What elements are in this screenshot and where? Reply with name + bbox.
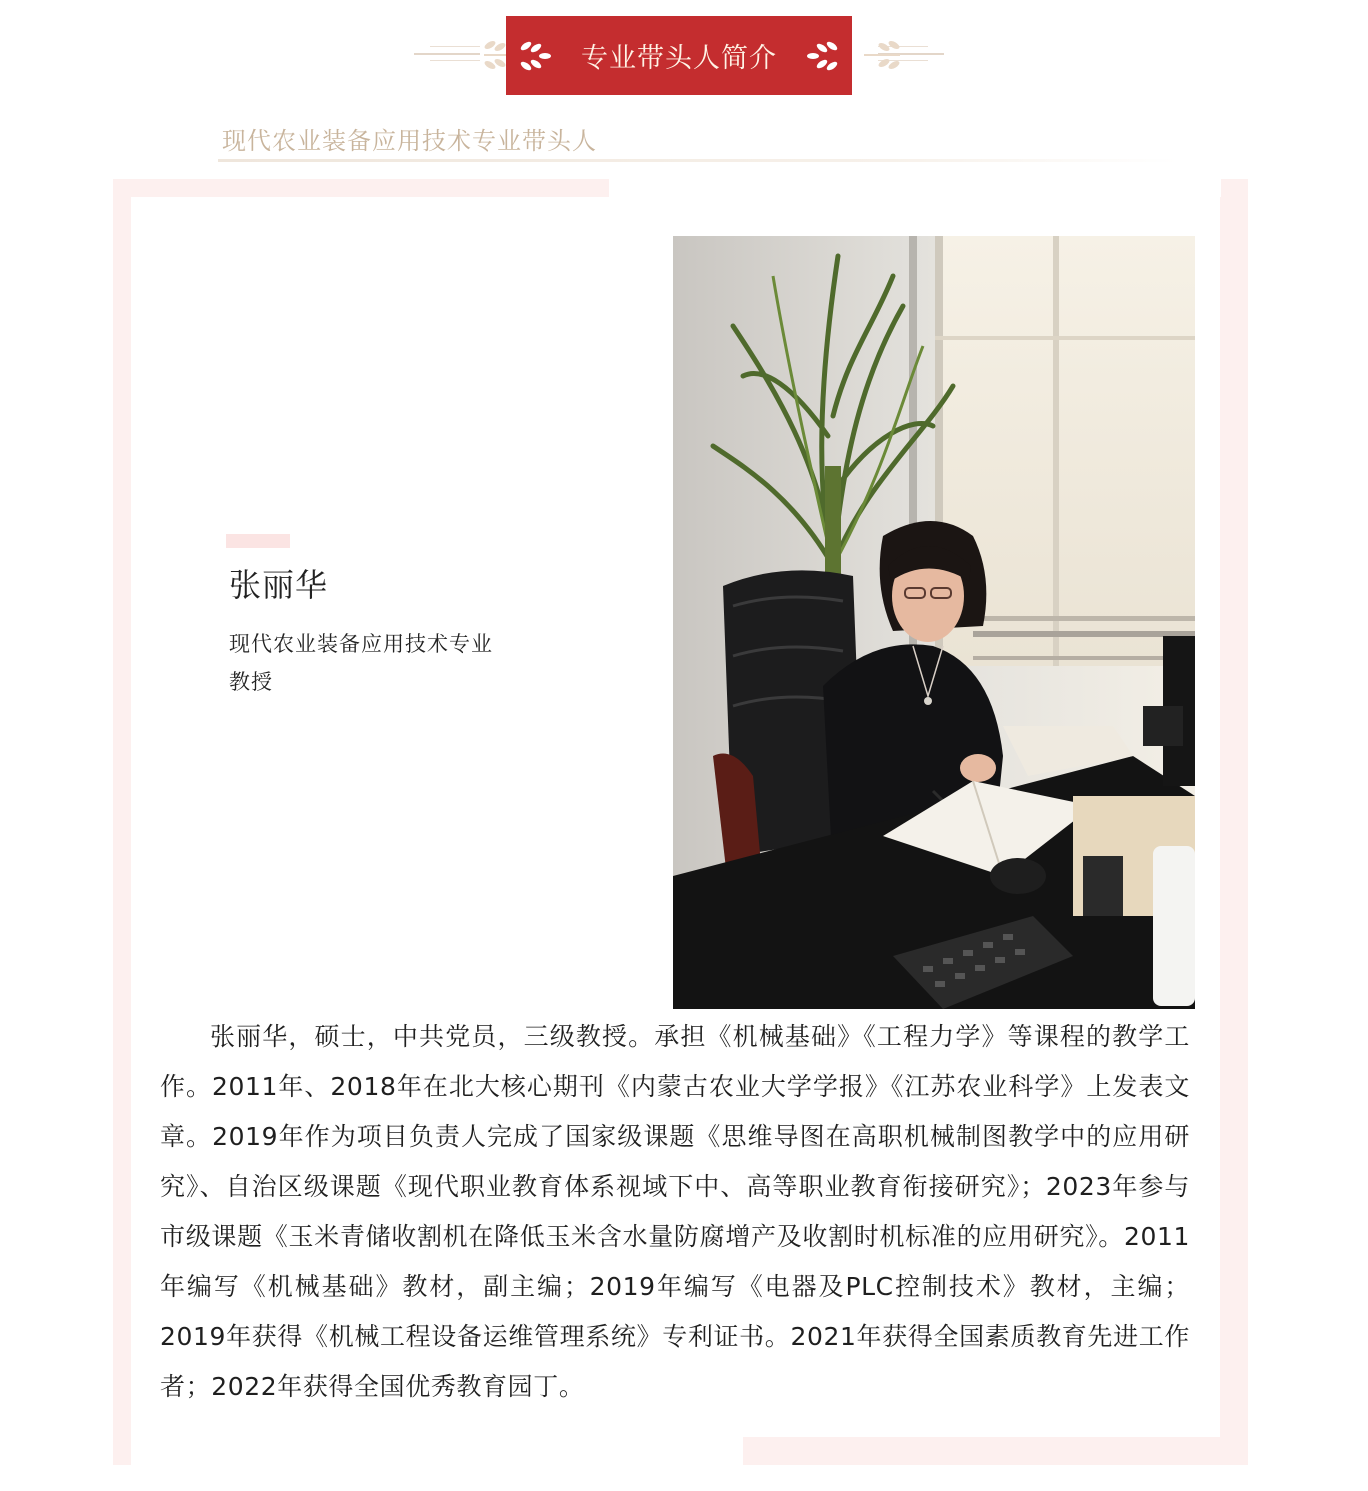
subtitle-divider <box>218 159 1178 162</box>
portrait-photo <box>673 236 1195 1009</box>
banner-left-line <box>414 53 480 55</box>
portrait-photo-icon <box>673 236 1195 1009</box>
bio-text: 张丽华，硕士，中共党员，三级教授。承担《机械基础》《工程力学》等课程的教学工作。2011年、2018年在北大核心期刊《内蒙古农业大学学报》《江苏农业科学》上发表文章。2019年作为项目负责人完成了国家级课题《思维导图在高职机械制图教学中的应用研究》、自治区级课题《现代职业教育体系视域下中、高等职业教育衔接研究》；2023年参与市级课题《玉米青储收割机在降低玉米含水量防腐增产及收割时机标准的应用研究》。2011年编写《机械基础》教材，副主编；2019年编写《电器及PLC控制技术》教材，主编；2019年获得《机械工程设备运维管理系统》专利证书。2021年获得全国素质教育先进工作者；2022年获得全国优秀教育园丁。 <box>160 1022 1190 1401</box>
frame-notch-bottom <box>131 1437 743 1465</box>
banner-left-line-thin-2 <box>430 60 480 61</box>
person-name: 张丽华 <box>229 566 329 604</box>
banner-left-line-thin <box>430 46 480 47</box>
name-accent-bar <box>226 534 290 548</box>
person-major: 现代农业装备应用技术专业 <box>229 632 493 656</box>
header-banner <box>506 16 852 95</box>
page-title: 专业带头人简介 <box>581 43 777 74</box>
frame-notch-top <box>609 179 1221 197</box>
wheat-inner-left-icon <box>518 38 552 74</box>
section-subtitle: 现代农业装备应用技术专业带头人 <box>222 127 597 155</box>
wheat-inner-right-icon <box>806 38 840 74</box>
person-title: 教授 <box>229 670 273 694</box>
wheat-right-icon <box>860 37 904 73</box>
